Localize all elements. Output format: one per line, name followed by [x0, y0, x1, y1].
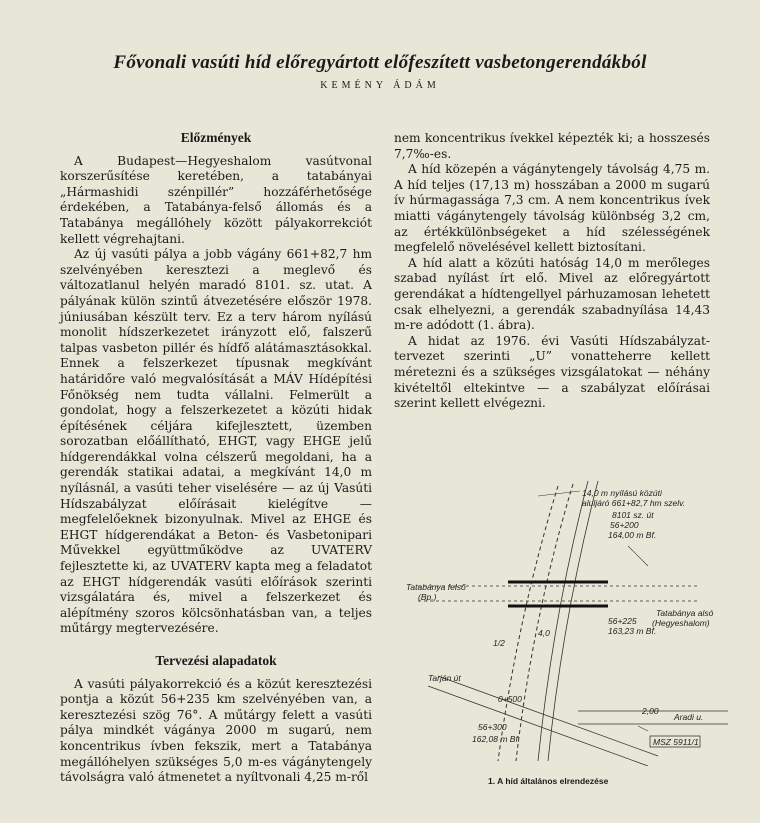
section-heading-tervezesi: Tervezési alapadatok — [155, 653, 277, 668]
site-plan-drawing — [398, 466, 728, 766]
paragraph: A Budapest—Hegyeshalom vasútvonal korszerűsítése keretében, a tatabányai „Hármashidi szénpillér” hozzáférhetősége érdekében, a Tatabánya-felső állomás és a Tatabánya megállóhely között pályakorrekciót kellett végrehajtani. — [60, 153, 372, 246]
paragraph: A híd alatt a közúti hatóság 14,0 m merőleges szabad nyílást írt elő. Mivel az előregyártott gerendákat a hídtengellyel párhuzamosan lehetett csak elhelyezni, a gerendák szabadnyílása 14,43 m-re adódott (1. ábra). — [394, 255, 710, 333]
label: MSZ 5911/1 — [653, 737, 699, 747]
site-layout-figure — [398, 466, 728, 766]
leader-line — [538, 491, 580, 496]
left-column — [60, 130, 372, 786]
track-line — [538, 481, 588, 761]
author-name: KEMÉNY ÁDÁM — [320, 80, 440, 91]
figure-caption: 1. A híd általános elrendezése — [488, 776, 609, 786]
label: Tatabánya felső — [406, 582, 466, 592]
label: Tatabánya alsó — [656, 608, 714, 618]
article-title: Fővonali vasúti híd előregyártott előfeszített vasbetongerendákból — [113, 52, 647, 73]
label: 56+225 — [608, 616, 637, 626]
label: 1/2 — [493, 638, 505, 648]
label: 163,23 m Bf. — [608, 626, 657, 636]
right-column — [394, 131, 710, 412]
paragraph: Az új vasúti pálya a jobb vágány 661+82,7 hm szelvényében keresztezi a meglevő és változatlanul helyén maradó 8101. sz. utat. A pályának külön szintű átvezetésére először 1978. júniusában készült terv. Ez a terv három nyílású monolit hídszerkezetet irányzott elő, falszerű talpas vasbeton pillér és hídfő alátámasztásokkal. Ennek a felszerkezet típusnak megkívánt határidőre való megvalósítását a MÁV Hídépítési Főnökség nem tudta vállalni. Felmerült a gondolat, hogy a felszerkezetet a közúti hidak építésének céljára kifejlesztett, üzemben sorozatban előállítható, EHGT, vagy EHGE jelű hídgerendákkal volna célszerű megoldani, ha a gerendák statikai adatai, a megkívánt 14,0 m nyílásnál, a vasúti teher viselésére — az új Vasúti Hídszabályzat előírásait kielégítve — megfelelőeknek bizonyulnak. Mivel az EHGE és EHGT hídgerendákat a Beton- és Vasbetonipari Művekkel együttműködve az UVATERV fejlesztette ki, az UVATERV kapta meg a feladatot az EHGT hídgerendák vasúti előírások szerinti vizsgálatára és, mivel a felszerkezet és alépítmény szoros kölcsönhatásban van, a teljes műtárgy megtervezésére. — [60, 247, 372, 636]
label: 14,0 m nyílású közúti — [582, 488, 662, 498]
track-line — [516, 484, 573, 761]
label: 162,08 m Bf. — [472, 734, 521, 744]
road-line — [438, 676, 658, 756]
section-heading-elozmenyek: Előzmények — [180, 130, 252, 145]
paragraph: nem koncentrikus ívekkel képezték ki; a hosszesés 7,7‰-es. — [394, 131, 710, 161]
label: 56+300 — [478, 722, 507, 732]
label: 0+500 — [498, 694, 522, 704]
label: 4,0 — [538, 628, 550, 638]
leader-line — [638, 726, 648, 731]
paragraph: A híd közepén a vágánytengely távolság 4,75 m. A híd teljes (17,13 m) hosszában a 2000 m sugarú ív húrmagassága 7,3 cm. A nem koncentrikus ívek miatti vágánytengely távolság különbség 3,2 cm, az értékkülönbségeket a híd szélességének megfelelő növelésével kellett biztosítani. — [394, 162, 710, 255]
label: Tarján út — [428, 673, 461, 683]
paragraph: A hidat az 1976. évi Vasúti Hídszabályzat-tervezet szerinti „U” vonatteherre kellett méretezni és a szükséges vizsgálatokat — néhány kivételtől eltekintve — a szabályzat előírásai szerint kellett elvégezni. — [394, 333, 710, 411]
label: (Hegyeshalom) — [652, 618, 710, 628]
label: 2,00 — [642, 706, 659, 716]
label: 164,00 m Bf. — [608, 530, 657, 540]
label: aluljáró 661+82,7 hm szelv. — [582, 498, 686, 508]
leader-line — [628, 546, 648, 566]
paragraph: A vasúti pályakorrekció és a közút keresztezési pontja a közút 56+235 km szelvényében van, a keresztezési szög 76°. A műtárgy felett a vasúti pálya mindkét vágánya 2000 m sugarú, nem koncentrikus ívben fekszik, mert a Tatabánya megállóhelyen szükséges 5,0 m-es vágánytengely távolságra való átmenetet a nyíltvonali 4,25 m-ről — [60, 676, 372, 785]
track-line — [498, 486, 558, 761]
road-line — [428, 686, 648, 766]
label: 56+200 — [610, 520, 639, 530]
label: 8101 sz. út — [612, 510, 654, 520]
label: Aradi u. — [674, 712, 704, 722]
label: (Bp.) — [418, 592, 437, 602]
